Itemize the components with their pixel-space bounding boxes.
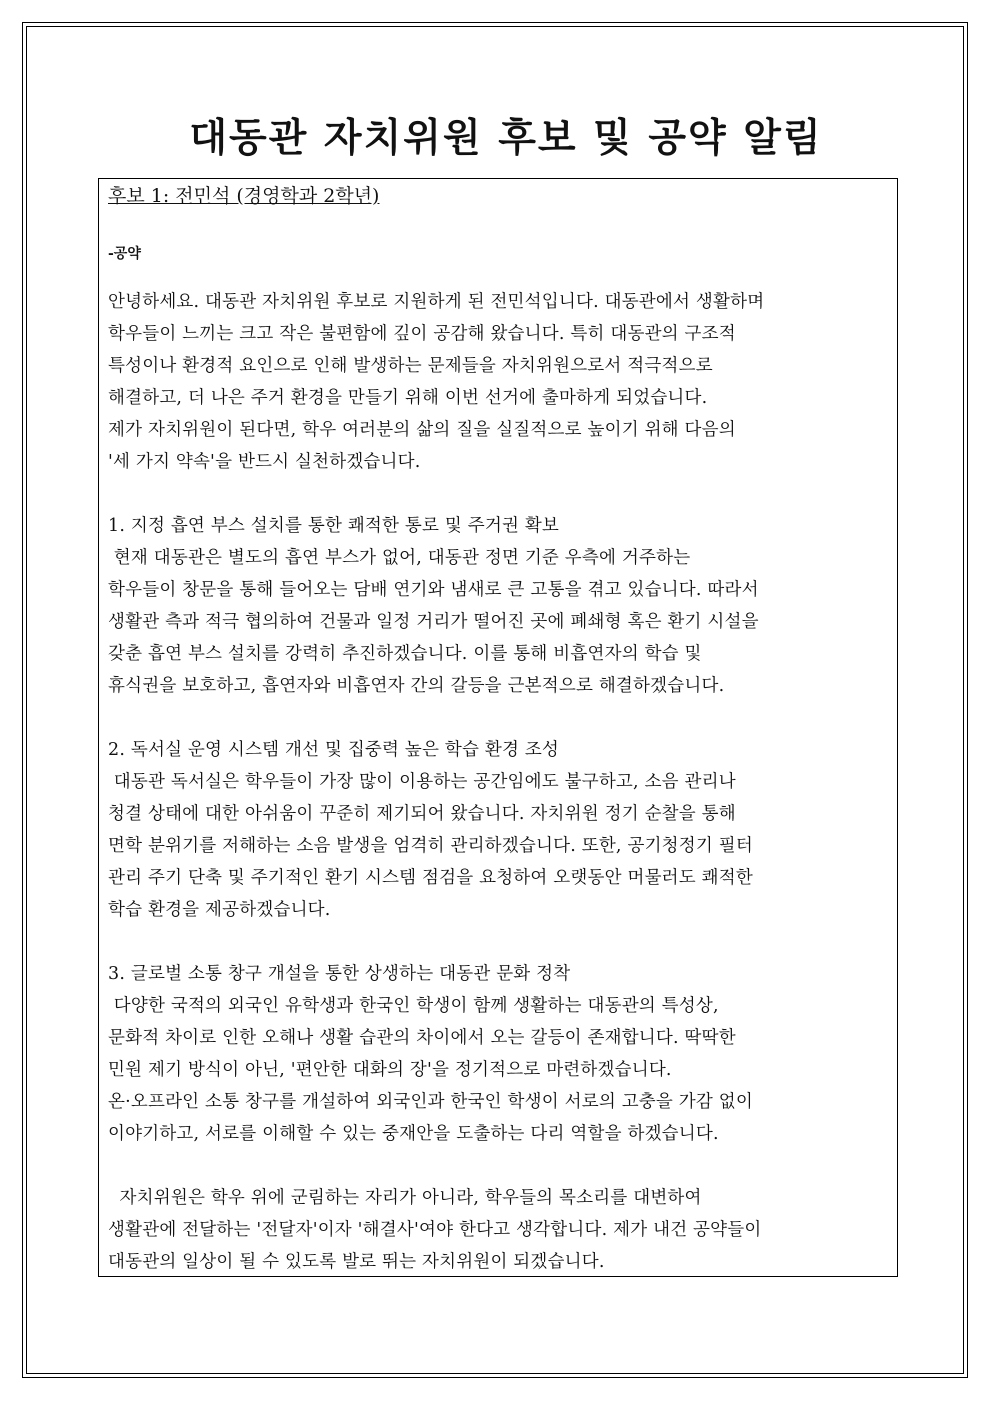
intro-line: 제가 자치위원이 된다면, 학우 여러분의 삶의 질을 실질적으로 높이기 위해 다음의 bbox=[108, 420, 736, 440]
intro-line: 학우들이 느끼는 크고 작은 불편함에 깊이 공감해 왔습니다. 특히 대동관의 구조적 bbox=[108, 324, 736, 344]
pledge-line: 학우들이 창문을 통해 들어오는 담배 연기와 냄새로 큰 고통을 겪고 있습니다. 따라서 bbox=[108, 580, 759, 600]
page-title: 대동관 자치위원 후보 및 공약 알림 bbox=[189, 115, 823, 161]
closing-line: 생활관에 전달하는 '전달자'이자 '해결사'여야 한다고 생각합니다. 제가 내건 공약들이 bbox=[108, 1220, 762, 1240]
closing-line: 자치위원은 학우 위에 군림하는 자리가 아니라, 학우들의 목소리를 대변하여 bbox=[108, 1188, 702, 1208]
intro-line: '세 가지 약속'을 반드시 실천하겠습니다. bbox=[108, 452, 421, 472]
pledge-line: 갖춘 흡연 부스 설치를 강력히 추진하겠습니다. 이를 통해 비흡연자의 학습 및 bbox=[108, 644, 702, 664]
intro-line: 해결하고, 더 나은 주거 환경을 만들기 위해 이번 선거에 출마하게 되었습니다. bbox=[108, 388, 708, 408]
pledge-line: 민원 제기 방식이 아닌, '편안한 대화의 장'을 정기적으로 마련하겠습니다. bbox=[108, 1060, 672, 1080]
intro-paragraph bbox=[108, 286, 897, 478]
closing-paragraph bbox=[108, 1182, 897, 1278]
pledge-section-1 bbox=[108, 510, 897, 702]
pledge-line: 생활관 측과 적극 협의하여 건물과 일정 거리가 떨어진 곳에 폐쇄형 혹은 환기 시설을 bbox=[108, 612, 759, 632]
pledge-line: 관리 주기 단축 및 주기적인 환기 시스템 점검을 요청하여 오랫동안 머물러도 쾌적한 bbox=[108, 868, 753, 888]
pledge-heading: 1. 지정 흡연 부스 설치를 통한 쾌적한 통로 및 주거권 확보 bbox=[108, 516, 560, 536]
pledge-line: 이야기하고, 서로를 이해할 수 있는 중재안을 도출하는 다리 역할을 하겠습니다. bbox=[108, 1124, 719, 1144]
intro-line: 특성이나 환경적 요인으로 인해 발생하는 문제들을 자치위원으로서 적극적으로 bbox=[108, 356, 713, 376]
pledge-section-3 bbox=[108, 958, 897, 1150]
pledge-line: 청결 상태에 대한 아쉬움이 꾸준히 제기되어 왔습니다. 자치위원 정기 순찰을 통해 bbox=[108, 804, 736, 824]
intro-line: 안녕하세요. 대동관 자치위원 후보로 지원하게 된 전민석입니다. 대동관에서 생활하며 bbox=[108, 292, 765, 312]
closing-line: 대동관의 일상이 될 수 있도록 발로 뛰는 자치위원이 되겠습니다. bbox=[108, 1252, 605, 1272]
pledge-label: -공약 bbox=[108, 246, 141, 262]
pledge-line: 대동관 독서실은 학우들이 가장 많이 이용하는 공간임에도 불구하고, 소음 관리나 bbox=[108, 772, 736, 792]
pledge-line: 학습 환경을 제공하겠습니다. bbox=[108, 900, 331, 920]
pledge-line: 현재 대동관은 별도의 흡연 부스가 없어, 대동관 정면 기준 우측에 거주하는 bbox=[108, 548, 691, 568]
pledge-heading: 2. 독서실 운영 시스템 개선 및 집중력 높은 학습 환경 조성 bbox=[108, 740, 560, 760]
pledge-heading: 3. 글로벌 소통 창구 개설을 통한 상생하는 대동관 문화 정착 bbox=[108, 964, 571, 984]
candidate-heading: 후보 1: 전민석 (경영학과 2학년) bbox=[108, 185, 380, 207]
pledge-line: 면학 분위기를 저해하는 소음 발생을 엄격히 관리하겠습니다. 또한, 공기청정기 필터 bbox=[108, 836, 753, 856]
pledge-section-2 bbox=[108, 734, 897, 926]
pledge-line: 온·오프라인 소통 창구를 개설하여 외국인과 한국인 학생이 서로의 고충을 가감 없이 bbox=[108, 1092, 753, 1112]
pledge-line: 다양한 국적의 외국인 유학생과 한국인 학생이 함께 생활하는 대동관의 특성상, bbox=[108, 996, 719, 1016]
candidate-box bbox=[98, 178, 898, 1277]
pledge-line: 휴식권을 보호하고, 흡연자와 비흡연자 간의 갈등을 근본적으로 해결하겠습니다. bbox=[108, 676, 725, 696]
pledge-line: 문화적 차이로 인한 오해나 생활 습관의 차이에서 오는 갈등이 존재합니다. 딱딱한 bbox=[108, 1028, 736, 1048]
